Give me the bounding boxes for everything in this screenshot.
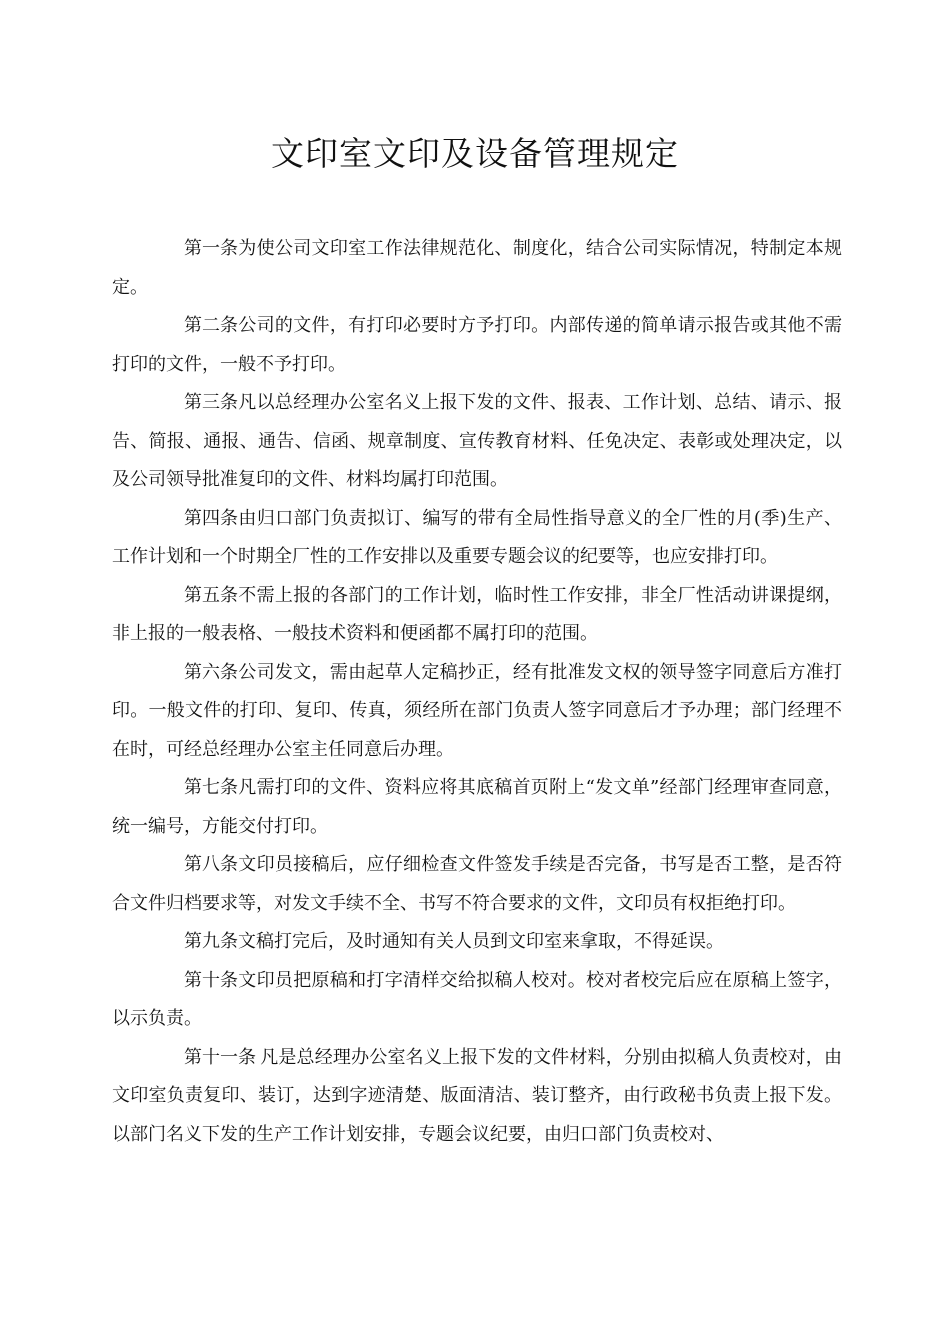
- article-number: 第七条: [184, 777, 238, 798]
- article-6: [112, 654, 842, 770]
- article-text: 为使公司文印室工作法律规范化、制度化，结合公司实际情况，特制定本规定。: [112, 238, 842, 298]
- article-number: 第十一条: [184, 1046, 256, 1068]
- article-8: [112, 846, 842, 923]
- article-10: [112, 962, 842, 1039]
- document-body: [112, 230, 842, 1154]
- article-number: 第三条: [184, 392, 238, 413]
- article-text: 凡以总经理办公室名义上报下发的文件、报表、工作计划、总结、请示、报告、简报、通报、通告、信函、规章制度、宣传教育材料、任免决定、表彰或处理决定，以及公司领导批准复印的文件、材料均属打印范围。: [112, 392, 842, 490]
- article-number: 第十条: [184, 969, 238, 991]
- article-number: 第二条: [184, 315, 238, 336]
- article-text: 不需上报的各部门的工作计划，临时性工作安排，非全厂性活动讲课提纲，非上报的一般表格、一般技术资料和便函都不属打印的范围。: [112, 584, 842, 644]
- article-text: 文印员接稿后，应仔细检查文件签发手续是否完备，书写是否工整，是否符合文件归档要求等，对发文手续不全、书写不符合要求的文件，文印员有权拒绝打印。: [112, 854, 842, 914]
- article-1: [112, 230, 842, 307]
- article-11: [112, 1039, 842, 1155]
- article-5: [112, 577, 842, 654]
- article-text: 凡需打印的文件、资料应将其底稿首页附上“发文单”经部门经理审查同意，统一编号，方能交付打印。: [112, 777, 842, 837]
- article-number: 第一条: [184, 238, 238, 259]
- document-title: 文印室文印及设备管理规定: [271, 134, 679, 173]
- article-text: 公司发文，需由起草人定稿抄正，经有批准发文权的领导签字同意后方准打印。一般文件的打印、复印、传真，须经所在部门负责人签字同意后才予办理；部门经理不在时，可经总经理办公室主任同意后办理。: [112, 661, 842, 760]
- article-text: 文稿打完后，及时通知有关人员到文印室来拿取，不得延误。: [238, 931, 724, 952]
- article-text: 文印员把原稿和打字清样交给拟稿人校对。校对者校完后应在原稿上签字，以示负责。: [112, 969, 842, 1029]
- article-3: [112, 384, 842, 500]
- article-number: 第八条: [184, 854, 238, 875]
- article-number: 第五条: [184, 584, 238, 606]
- article-text: 公司的文件，有打印必要时方予打印。内部传递的简单请示报告或其他不需打印的文件，一般不予打印。: [112, 315, 842, 375]
- article-4: [112, 500, 842, 577]
- article-number: 第六条: [184, 661, 238, 683]
- article-number: 第九条: [184, 931, 238, 952]
- article-text: 由归口部门负责拟订、编写的带有全局性指导意义的全厂性的月(季)生产、工作计划和一个时期全厂性的工作安排以及重要专题会议的纪要等，也应安排打印。: [112, 507, 842, 567]
- article-9: [112, 923, 842, 962]
- article-number: 第四条: [184, 507, 238, 529]
- article-7: [112, 769, 842, 846]
- article-text: 凡是总经理办公室名义上报下发的文件材料，分别由拟稿人负责校对，由文印室负责复印、装订，达到字迹清楚、版面清洁、装订整齐，由行政秘书负责上报下发。以部门名义下发的生产工作计划安排，专题会议纪要，由归口部门负责校对、: [112, 1046, 842, 1145]
- article-2: [112, 307, 842, 384]
